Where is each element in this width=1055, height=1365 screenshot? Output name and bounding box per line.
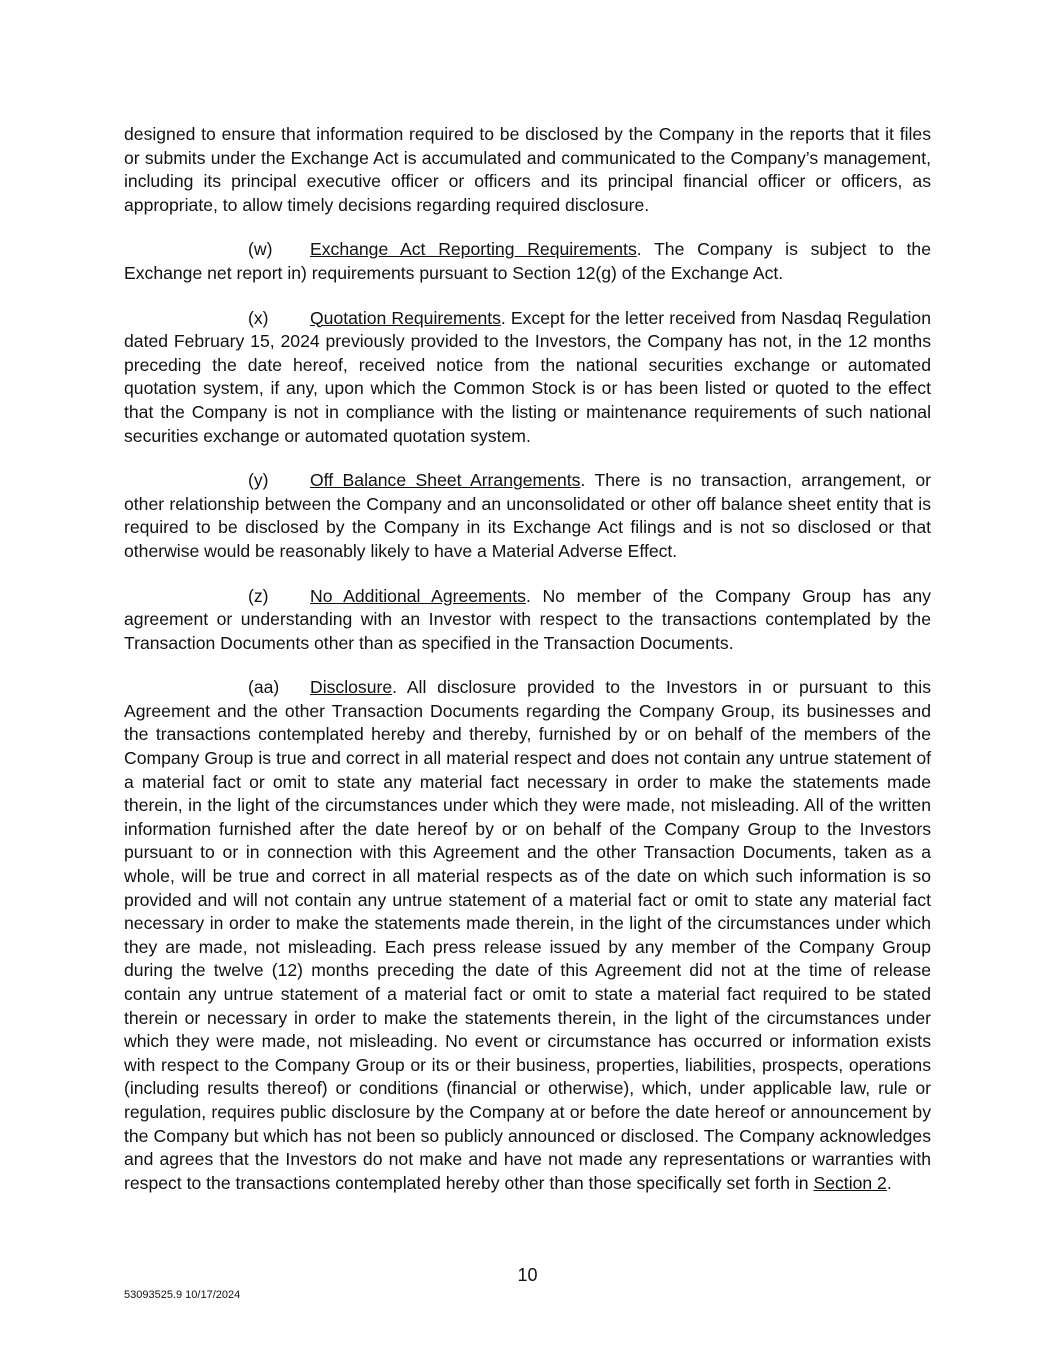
- intro-text: designed to ensure that information required to be disclosed by the Company in the reports that it files or submits under the Exchange Act is accumulated and communicated to the Company’s management, including its principal executive officer or officers and its principal financial officer or officers, as appropriate, to allow timely decisions regarding required disclosure.: [124, 124, 931, 215]
- section-w-paragraph: [124, 238, 931, 285]
- document-id: 53093525.9 10/17/2024: [124, 1289, 241, 1301]
- section-y-paragraph: [124, 469, 931, 563]
- section-x-heading: Quotation Requirements: [310, 307, 501, 328]
- section-z-label: (z): [248, 585, 269, 606]
- section-aa-end: .: [886, 1172, 892, 1193]
- section-z-heading: No Additional Agreements: [310, 585, 526, 606]
- section-z-paragraph: [124, 585, 931, 656]
- section-aa-text: . All disclosure provided to the Investors in or pursuant to this Agreement and the other Transaction Documents regarding the Company Group, its businesses and the transactions contemplated hereby and thereby, furnished by or on behalf of the members of the Company Group is true and correct in all material respect and does not contain any untrue statement of a material fact or omit to state any material fact necessary in order to make the statements made therein, in the light of the circumstances under which they were made, not misleading. All of the written information furnished after the date hereof by or on behalf of the Company Group to the Investors pursuant to or in connection with this Agreement and the other Transaction Documents, taken as a whole, will be true and correct in all material respects as of the date on which such information is so provided and will not contain any untrue statement of a material fact or omit to state any material fact necessary in order to make the statements made therein, in the light of the circumstances under which they are made, not misleading. Each press release issued by any member of the Company Group during the twelve (12) months preceding the date of this Agreement did not at the time of release contain any untrue statement of a material fact or omit to state a material fact required to be stated therein or necessary in order to make the statements therein, in the light of the circumstances under which they were made, not misleading. No event or circumstance has occurred or information exists with respect to the Company Group or its or their business, properties, liabilities, prospects, operations (including results thereof) or conditions (financial or otherwise), which, under applicable law, rule or regulation, requires public disclosure by the Company at or before the date hereof or announcement by the Company but which has not been so publicly announced or disclosed. The Company acknowledges and agrees that the Investors do not make and have not made any representations or warranties with respect to the transactions contemplated hereby other than those specifically set forth in: [124, 677, 931, 1193]
- section-aa-paragraph: [124, 676, 931, 1195]
- section-w-label: (w): [248, 239, 273, 260]
- section-z-text: . No member of the Company Group has any agreement or understanding with an Investor with respect to the transactions contemplated by the Transaction Documents other than as specified in the Transaction Documents.: [124, 585, 931, 653]
- document-body: [124, 123, 931, 1216]
- section-x-text: . Except for the letter received from Nasdaq Regulation dated February 15, 2024 previously provided to the Investors, the Company has not, in the 12 months preceding the date hereof, received notice from the national securities exchange or automated quotation system, if any, upon which the Common Stock is or has been listed or quoted to the effect that the Company is not in compliance with the listing or maintenance requirements of such national securities exchange or automated quotation system.: [124, 307, 931, 446]
- section-y-heading: Off Balance Sheet Arrangements: [310, 470, 581, 491]
- page-number: 10: [517, 1265, 538, 1285]
- section-2-reference: Section 2: [813, 1172, 887, 1193]
- section-aa-label: (aa): [248, 677, 280, 698]
- section-y-text: . There is no transaction, arrangement, or other relationship between the Company and an unconsolidated or other off balance sheet entity that is required to be disclosed by the Company in its Exchange Act filings and is not so disclosed or that otherwise would be reasonably likely to have a Material Adverse Effect.: [124, 470, 931, 561]
- section-y-label: (y): [248, 470, 269, 491]
- intro-paragraph: [124, 123, 931, 217]
- section-w-text: . The Company is subject to the Exchange net report in) requirements pursuant to Section 12(g) of the Exchange Act.: [124, 239, 931, 283]
- section-x-label: (x): [248, 307, 269, 328]
- section-x-paragraph: [124, 307, 931, 449]
- section-aa-heading: Disclosure: [310, 677, 393, 698]
- section-w-heading: Exchange Act Reporting Requirements: [310, 239, 637, 260]
